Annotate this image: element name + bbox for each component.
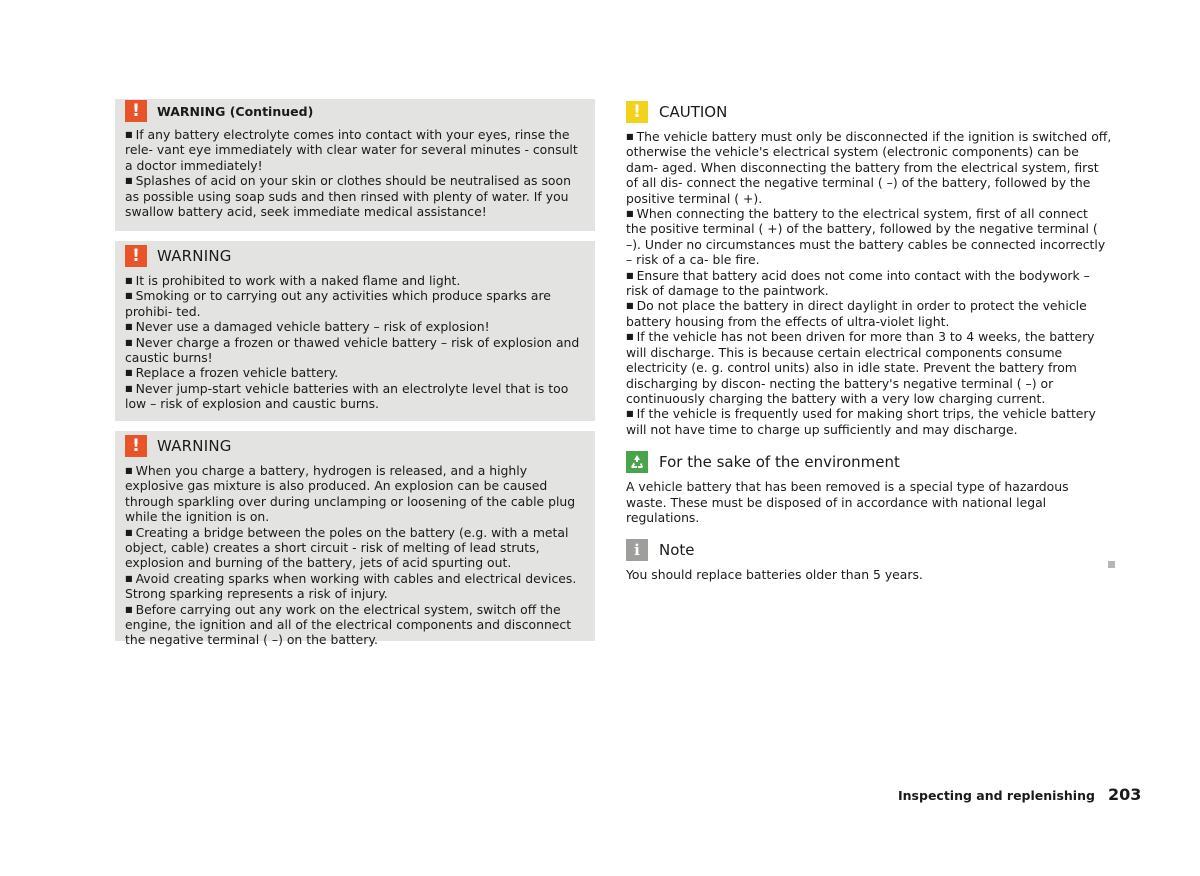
left-column [115,99,595,651]
list-item: ■ Smoking or to carrying out any activities which produce sparks are prohibi- ted. [125,288,551,319]
warning-title: WARNING [157,437,232,455]
note-text: You should replace batteries older than 5 years. [626,567,923,583]
note-section [626,537,1112,582]
environment-text: A vehicle battery that has been removed is a special type of hazardous waste. These must be disposed of in accordance with national legal regulations. [626,479,1069,525]
right-column [626,99,1112,595]
environment-title: For the sake of the environment [659,453,900,472]
recycle-icon [626,451,648,473]
caution-section [626,99,1112,437]
warning-continued-box [115,99,595,231]
warning-continued-body [125,123,583,219]
warning-body [125,459,583,648]
info-icon: i [626,539,648,561]
list-item: ■ When connecting the battery to the electrical system, first of all connect the positive terminal ( +) of the battery, followed by the negative terminal ( –). Under no circumstances must the battery cables be connected incorrectly – risk of a ca- ble fire. [626,206,1106,268]
warning-body [125,269,583,412]
section-end-marker [1108,561,1115,568]
note-header [626,537,1112,563]
list-item: ■ If the vehicle is frequently used for making short trips, the vehicle battery will not have time to charge up sufficiently and may discharge. [626,406,1096,437]
list-item: ■ Avoid creating sparks when working with cables and electrical devices. Strong sparking represents a risk of injury. [125,570,577,602]
list-item: ■ It is prohibited to work with a naked flame and light. [125,273,461,288]
exclamation-icon: ! [125,245,147,267]
footer-section-title: Inspecting and replenishing [898,788,1095,803]
warning-box-2 [115,431,595,648]
list-item: ■ Never jump-start vehicle batteries with an electrolyte level that is too low – risk of explosion and caustic burns. [125,380,569,412]
environment-section [626,449,1112,525]
list-item: ■ Never use a damaged vehicle battery – risk of explosion! [125,319,490,335]
page-footer [898,785,1141,804]
warning-header [125,431,583,459]
exclamation-icon: ! [125,100,147,122]
page-number: 203 [1107,785,1142,804]
exclamation-icon: ! [626,101,648,123]
list-item: ■ Creating a bridge between the poles on the battery (e.g. with a metal object, cable) creates a short circuit - risk of melting of lead struts, explosion and burning of the battery, jets of acid spurting out. [125,524,569,571]
list-item: ■ Replace a frozen vehicle battery. [125,365,339,381]
list-item: ■ Ensure that battery acid does not come into contact with the bodywork – risk of damage to the paintwork. [626,267,1090,299]
warning-continued-title: WARNING (Continued) [157,103,314,119]
note-title: Note [659,541,695,560]
exclamation-icon: ! [125,435,147,457]
list-item: ■ Do not place the battery in direct daylight in order to protect the vehicle battery housing from the effects of ultra-violet light. [626,298,1087,329]
list-item: ■ If any battery electrolyte comes into contact with your eyes, rinse the rele- vant eye immediately with clear water for several minutes - consult a doctor immediately! [125,127,578,173]
caution-header [626,99,1112,125]
list-item: ■ When you charge a battery, hydrogen is released, and a highly explosive gas mixture is also produced. An explosion can be caused through sparkling over during unclamping or loosening of the cable plug while the ignition is on. [125,463,576,525]
warning-title: WARNING [157,247,232,265]
environment-header [626,449,1112,475]
list-item: ■ Splashes of acid on your skin or clothes should be neutralised as soon as possible using soap suds and then rinsed with plenty of water. If you swallow battery acid, seek immediate medical assistance! [125,173,571,220]
warning-box-1 [115,241,595,421]
caution-title: CAUTION [659,103,728,121]
list-item: ■ If the vehicle has not been driven for more than 3 to 4 weeks, the battery will discharge. This is because certain electrical components consume electricity (e. g. control units) also in idle state. Prevent the battery from discharging by discon- necting the battery's negative terminal ( –) or continuously charging the battery with a very low charging current. [626,329,1095,406]
warning-header [125,241,583,269]
warning-continued-header [125,99,583,123]
list-item: ■ The vehicle battery must only be disconnected if the ignition is switched off, otherwise the vehicle's electrical system (electronic components) can be dam- aged. When disconnecting the battery from the electrical system, first of all dis- connect the negative terminal ( –) of the battery, followed by the positive terminal ( +). [626,129,1112,206]
list-item: ■ Never charge a frozen or thawed vehicle battery – risk of explosion and caustic burns! [125,334,580,366]
list-item: ■ Before carrying out any work on the electrical system, switch off the engine, the ignition and all of the electrical components and disconnect the negative terminal ( –) on the battery. [125,601,572,648]
